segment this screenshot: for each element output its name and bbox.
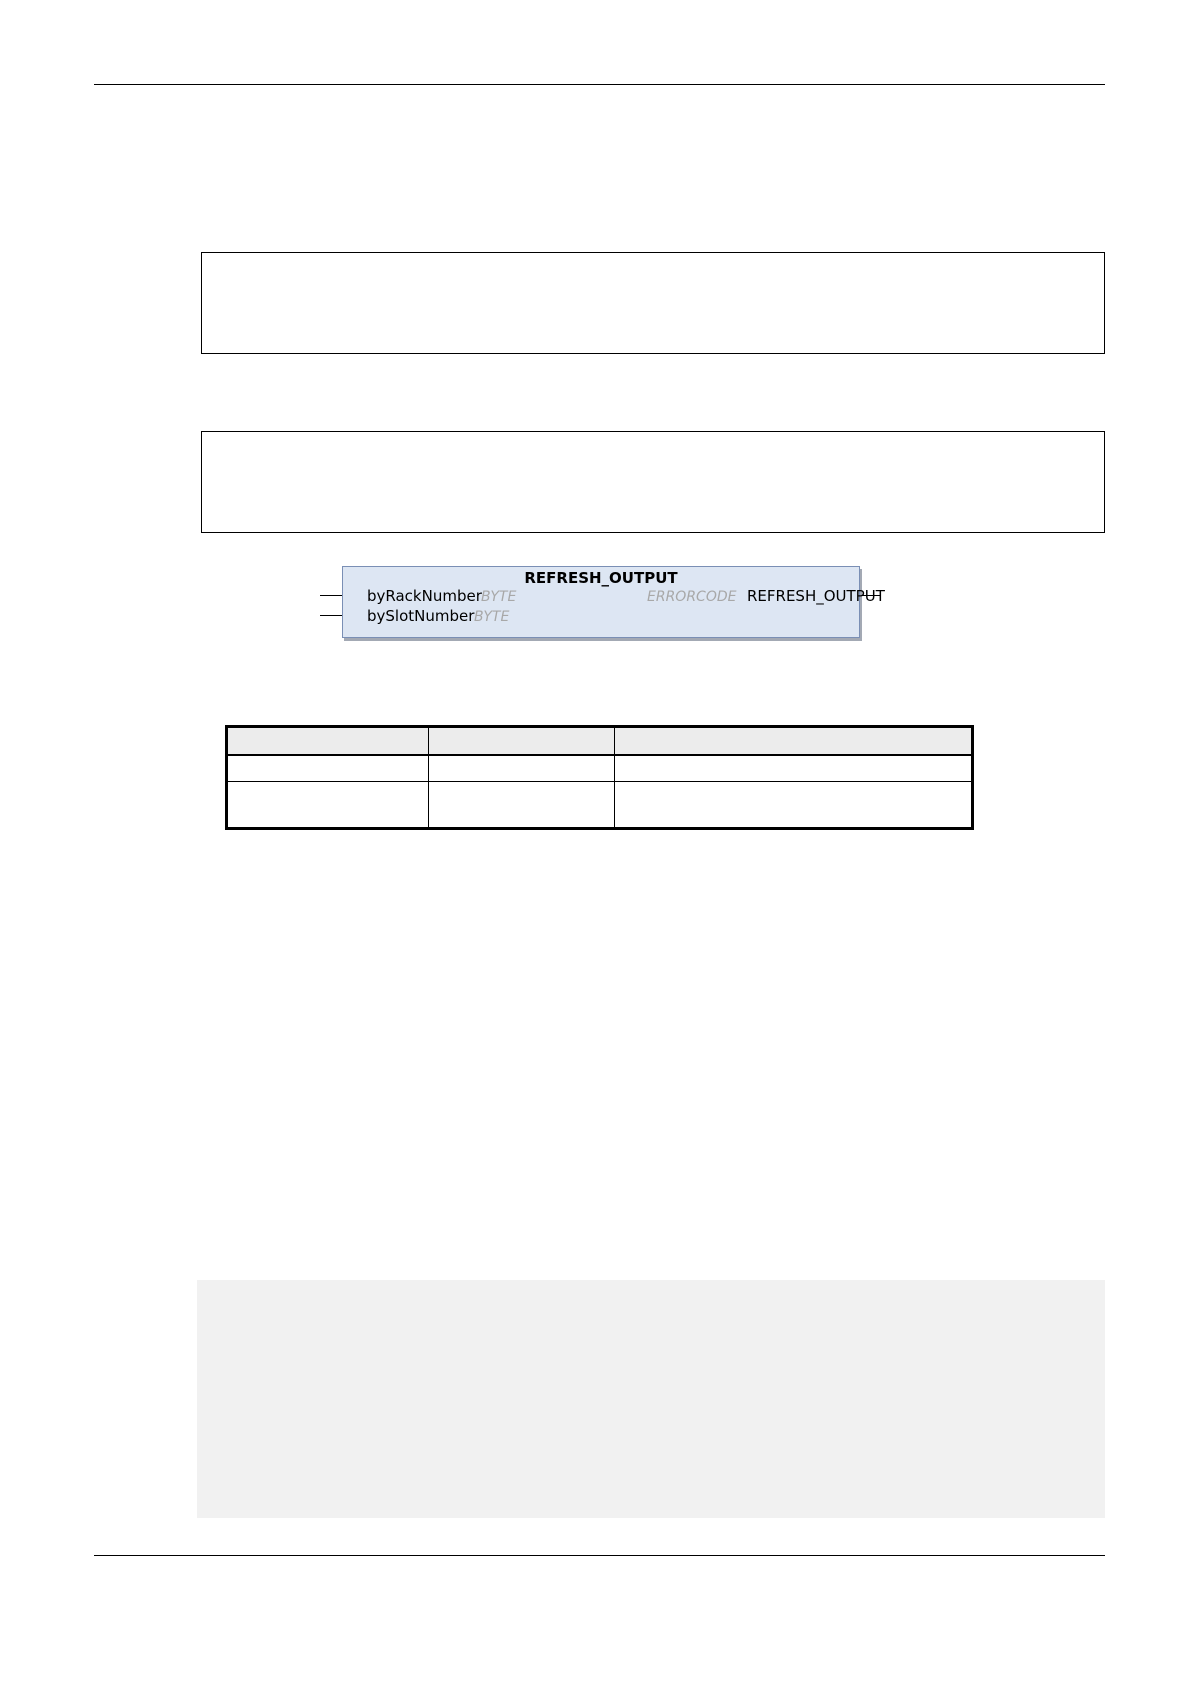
function-block-title: REFRESH_OUTPUT	[524, 569, 678, 587]
input-type: BYTE	[481, 589, 517, 605]
table-row	[227, 755, 973, 782]
code-example-box	[197, 1280, 1105, 1518]
header-rule	[94, 84, 1105, 85]
output-type: ERRORCODE	[647, 589, 737, 605]
table-header-cell	[615, 727, 973, 756]
input-type: BYTE	[474, 609, 510, 625]
input-name: byRackNumber	[367, 587, 482, 605]
parameter-table	[225, 725, 974, 830]
table-cell	[429, 782, 615, 829]
table-cell	[615, 782, 973, 829]
table-header-cell	[429, 727, 615, 756]
table-header-cell	[227, 727, 429, 756]
table-row	[227, 782, 973, 829]
function-block	[342, 566, 885, 638]
table-cell	[429, 755, 615, 782]
footer-rule	[94, 1555, 1105, 1556]
input-name: bySlotNumber	[367, 607, 475, 625]
input-pin-line	[320, 615, 342, 616]
table-cell	[615, 755, 973, 782]
function-block-diagram	[320, 566, 885, 644]
table-cell	[227, 755, 429, 782]
output-name: REFRESH_OUTPUT	[747, 587, 885, 605]
note-box	[201, 431, 1105, 533]
table-cell	[227, 782, 429, 829]
table-header-row	[227, 727, 973, 756]
input-pin-line	[320, 595, 342, 596]
note-box	[201, 252, 1105, 354]
